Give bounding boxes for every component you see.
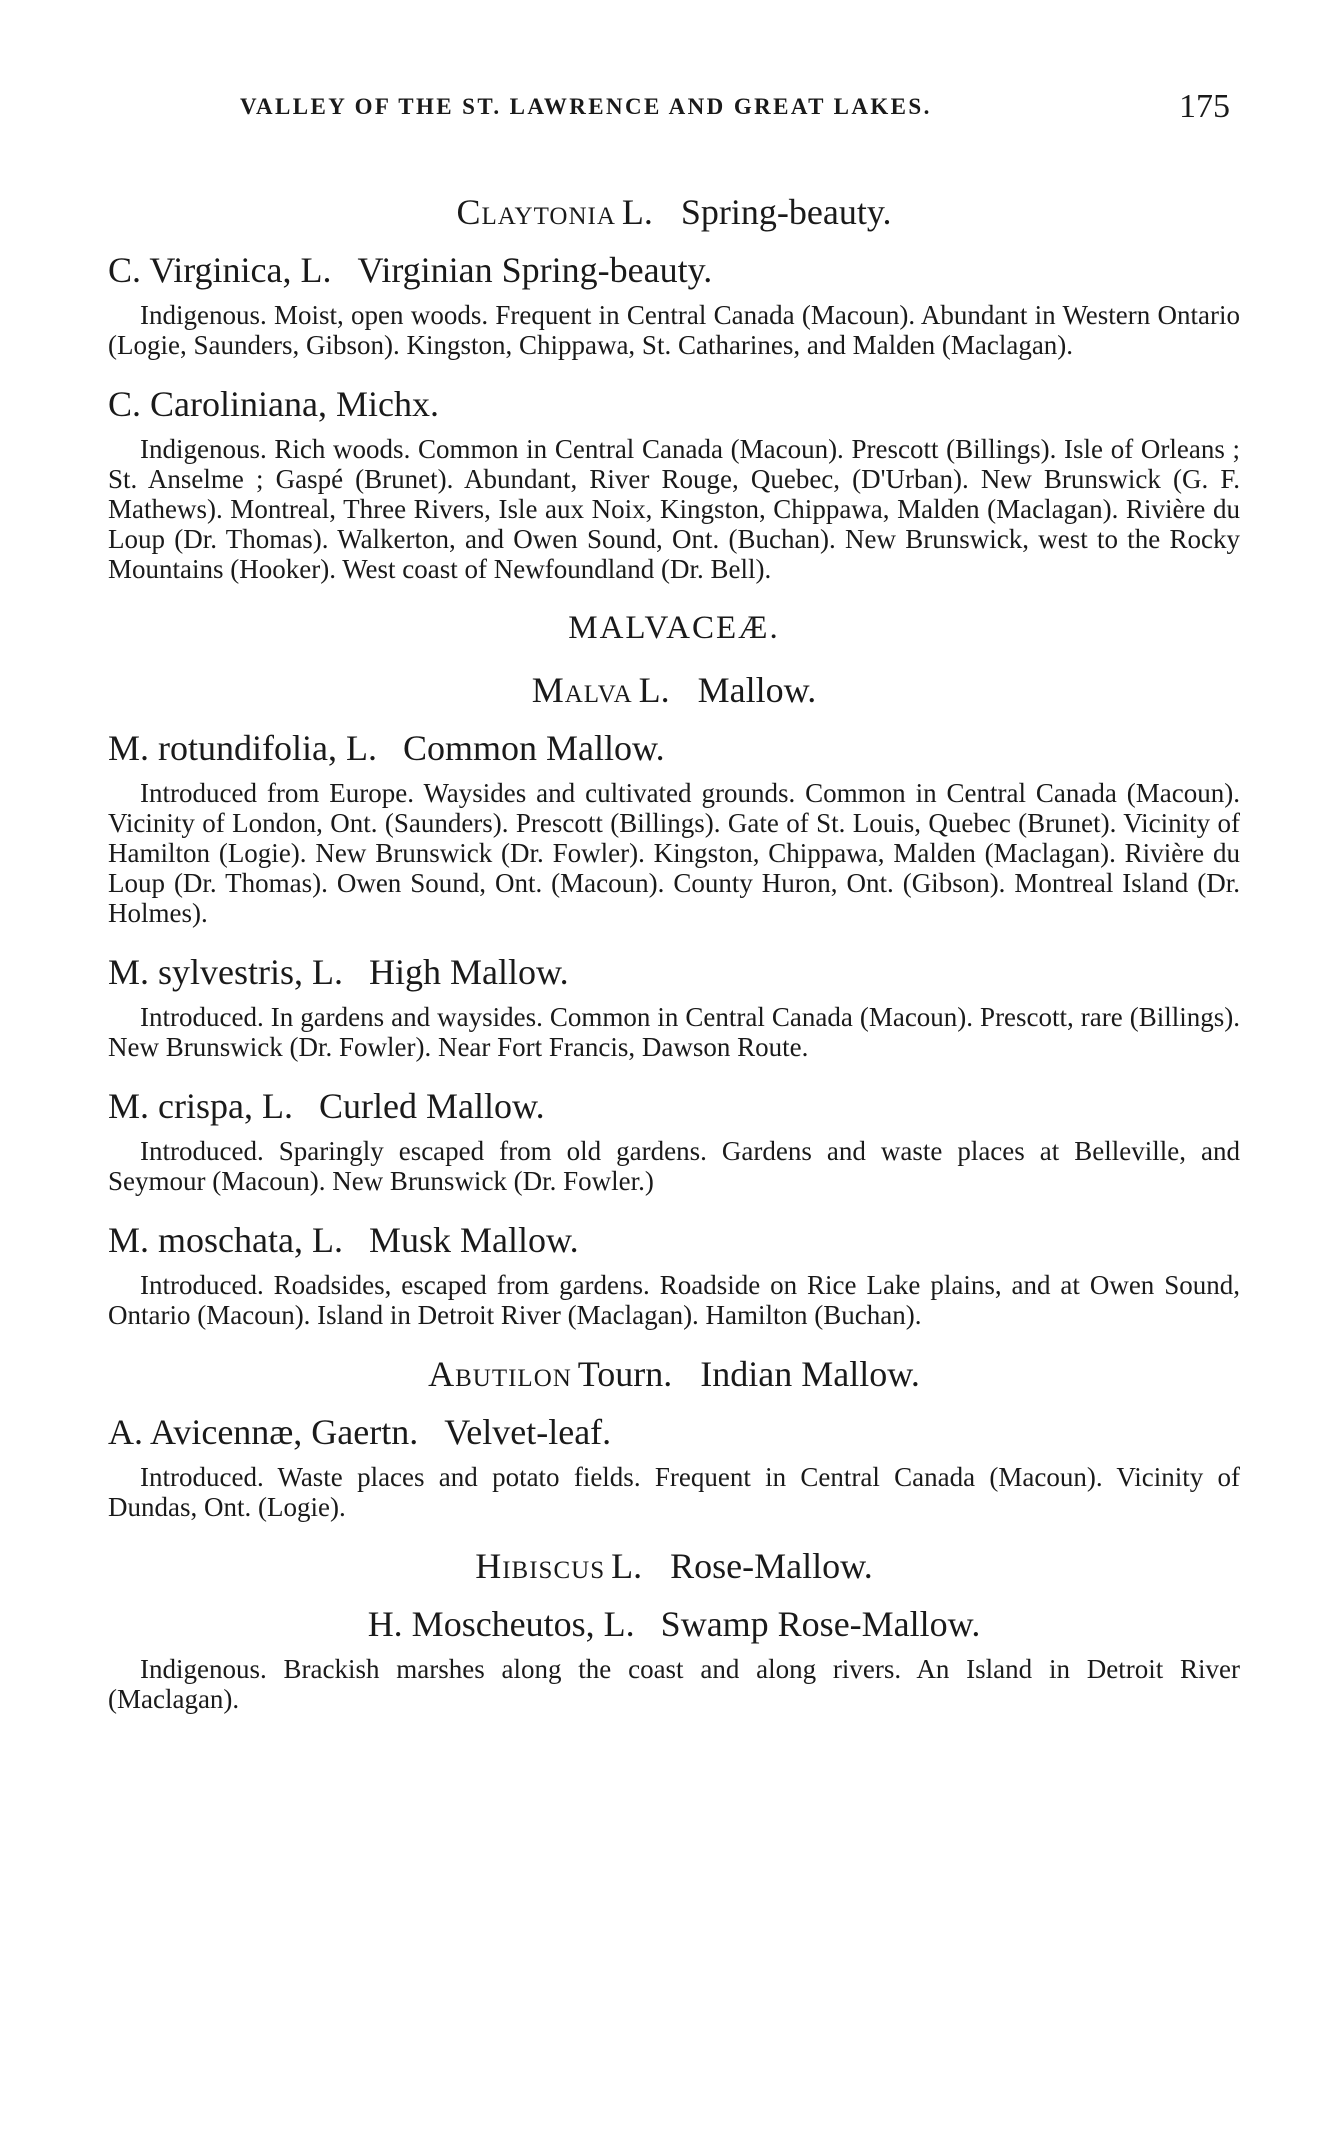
species-heading-h-moscheutos xyxy=(108,1602,1240,1646)
running-header xyxy=(240,88,1230,128)
species-description-c-virginica: Indigenous. Moist, open woods. Frequent in Central Canada (Macoun). Abundant in Western Ontario (Logie, Saunders, Gibson). Kingston, Chippawa, St. Catharines, and Malden (Maclagan). xyxy=(108,300,1240,360)
genus-name: Claytonia xyxy=(456,192,616,232)
family-heading-malvaceae: MALVACEÆ. xyxy=(568,610,780,646)
genus-heading-malva xyxy=(108,668,1240,712)
species-description-c-caroliniana: Indigenous. Rich woods. Common in Central Canada (Macoun). Prescott (Billings). Isle of Orleans ; St. Anselme ; Gaspé (Brunet). Abundant, River Rouge, Quebec, (D'Urban). New Brunswick (G. F. Mathews). Montreal, Three Rivers, Isle aux Noix, Kingston, Chippawa, Malden (Maclagan). Rivière du Loup (Dr. Thomas). Walkerton, and Owen Sound, Ont. (Buchan). New Brunswick, west to the Rocky Mountains (Hooker). West coast of Newfoundland (Dr. Bell). xyxy=(108,434,1240,584)
species-common-name: Musk Mallow. xyxy=(368,1220,579,1260)
species-name: M. crispa, L. xyxy=(108,1086,293,1126)
species-description-m-rotundifolia: Introduced from Europe. Waysides and cultivated grounds. Common in Central Canada (Macoun). Vicinity of London, Ont. (Saunders). Prescott (Billings). Gate of St. Louis, Quebec (Brunet). Vicinity of Hamilton (Logie). New Brunswick (Dr. Fowler). Kingston, Chippawa, Malden (Maclagan). Rivière du Loup (Dr. Thomas). Owen Sound, Ont. (Macoun). County Huron, Ont. (Gibson). Montreal Island (Dr. Holmes). xyxy=(108,778,1240,928)
genus-common-name: Mallow. xyxy=(697,670,817,710)
species-name: H. Moscheutos, L. xyxy=(367,1604,635,1644)
genus-name: Abutilon xyxy=(428,1354,572,1394)
species-common-name: Common Mallow. xyxy=(402,728,665,768)
species-heading-c-caroliniana xyxy=(108,382,1240,426)
species-name: A. Avicennæ, Gaertn. xyxy=(108,1412,419,1452)
species-heading-c-virginica xyxy=(108,248,1240,292)
running-title: VALLEY OF THE ST. LAWRENCE AND GREAT LAKES. xyxy=(240,94,932,119)
genus-heading-abutilon xyxy=(108,1352,1240,1396)
species-description-m-crispa: Introduced. Sparingly escaped from old gardens. Gardens and waste places at Belleville, and Seymour (Macoun). New Brunswick (Dr. Fowler.) xyxy=(108,1136,1240,1196)
genus-common-name: Indian Mallow. xyxy=(700,1354,920,1394)
genus-common-name: Rose-Mallow. xyxy=(670,1546,873,1586)
genus-heading-claytonia xyxy=(108,190,1240,234)
genus-name: Malva xyxy=(531,670,633,710)
species-common-name: Curled Mallow. xyxy=(318,1086,545,1126)
species-heading-m-rotundifolia xyxy=(108,726,1240,770)
genus-common-name: Spring-beauty. xyxy=(680,192,892,232)
genus-author: Tourn. xyxy=(577,1354,673,1394)
species-common-name: High Mallow. xyxy=(369,952,569,992)
species-common-name: Swamp Rose-Mallow. xyxy=(660,1604,981,1644)
species-common-name: Virginian Spring-beauty. xyxy=(357,250,713,290)
species-heading-m-moschata xyxy=(108,1218,1240,1262)
species-heading-m-crispa xyxy=(108,1084,1240,1128)
species-description-a-avicennae: Introduced. Waste places and potato fields. Frequent in Central Canada (Macoun). Vicinity of Dundas, Ont. (Logie). xyxy=(108,1462,1240,1522)
species-name: M. rotundifolia, L. xyxy=(108,728,377,768)
genus-author: L. xyxy=(638,670,670,710)
genus-heading-hibiscus xyxy=(108,1544,1240,1588)
species-heading-a-avicennae xyxy=(108,1410,1240,1454)
species-description-m-moschata: Introduced. Roadsides, escaped from gardens. Roadside on Rice Lake plains, and at Owen Sound, Ontario (Macoun). Island in Detroit River (Maclagan). Hamilton (Buchan). xyxy=(108,1270,1240,1330)
genus-author: L. xyxy=(611,1546,643,1586)
page-number: 175 xyxy=(1179,88,1230,125)
page-content xyxy=(108,190,1240,1736)
species-name: M. moschata, L. xyxy=(108,1220,343,1260)
species-name: M. sylvestris, L. xyxy=(108,952,344,992)
genus-name: Hibiscus xyxy=(475,1546,606,1586)
genus-author: L. xyxy=(621,192,653,232)
species-name: C. Caroliniana, Michx. xyxy=(108,384,439,424)
species-common-name: Velvet-leaf. xyxy=(444,1412,612,1452)
species-name: C. Virginica, L. xyxy=(108,250,332,290)
species-description-h-moscheutos: Indigenous. Brackish marshes along the coast and along rivers. An Island in Detroit River (Maclagan). xyxy=(108,1654,1240,1714)
species-heading-m-sylvestris xyxy=(108,950,1240,994)
species-description-m-sylvestris: Introduced. In gardens and waysides. Common in Central Canada (Macoun). Prescott, rare (Billings). New Brunswick (Dr. Fowler). Near Fort Francis, Dawson Route. xyxy=(108,1002,1240,1062)
